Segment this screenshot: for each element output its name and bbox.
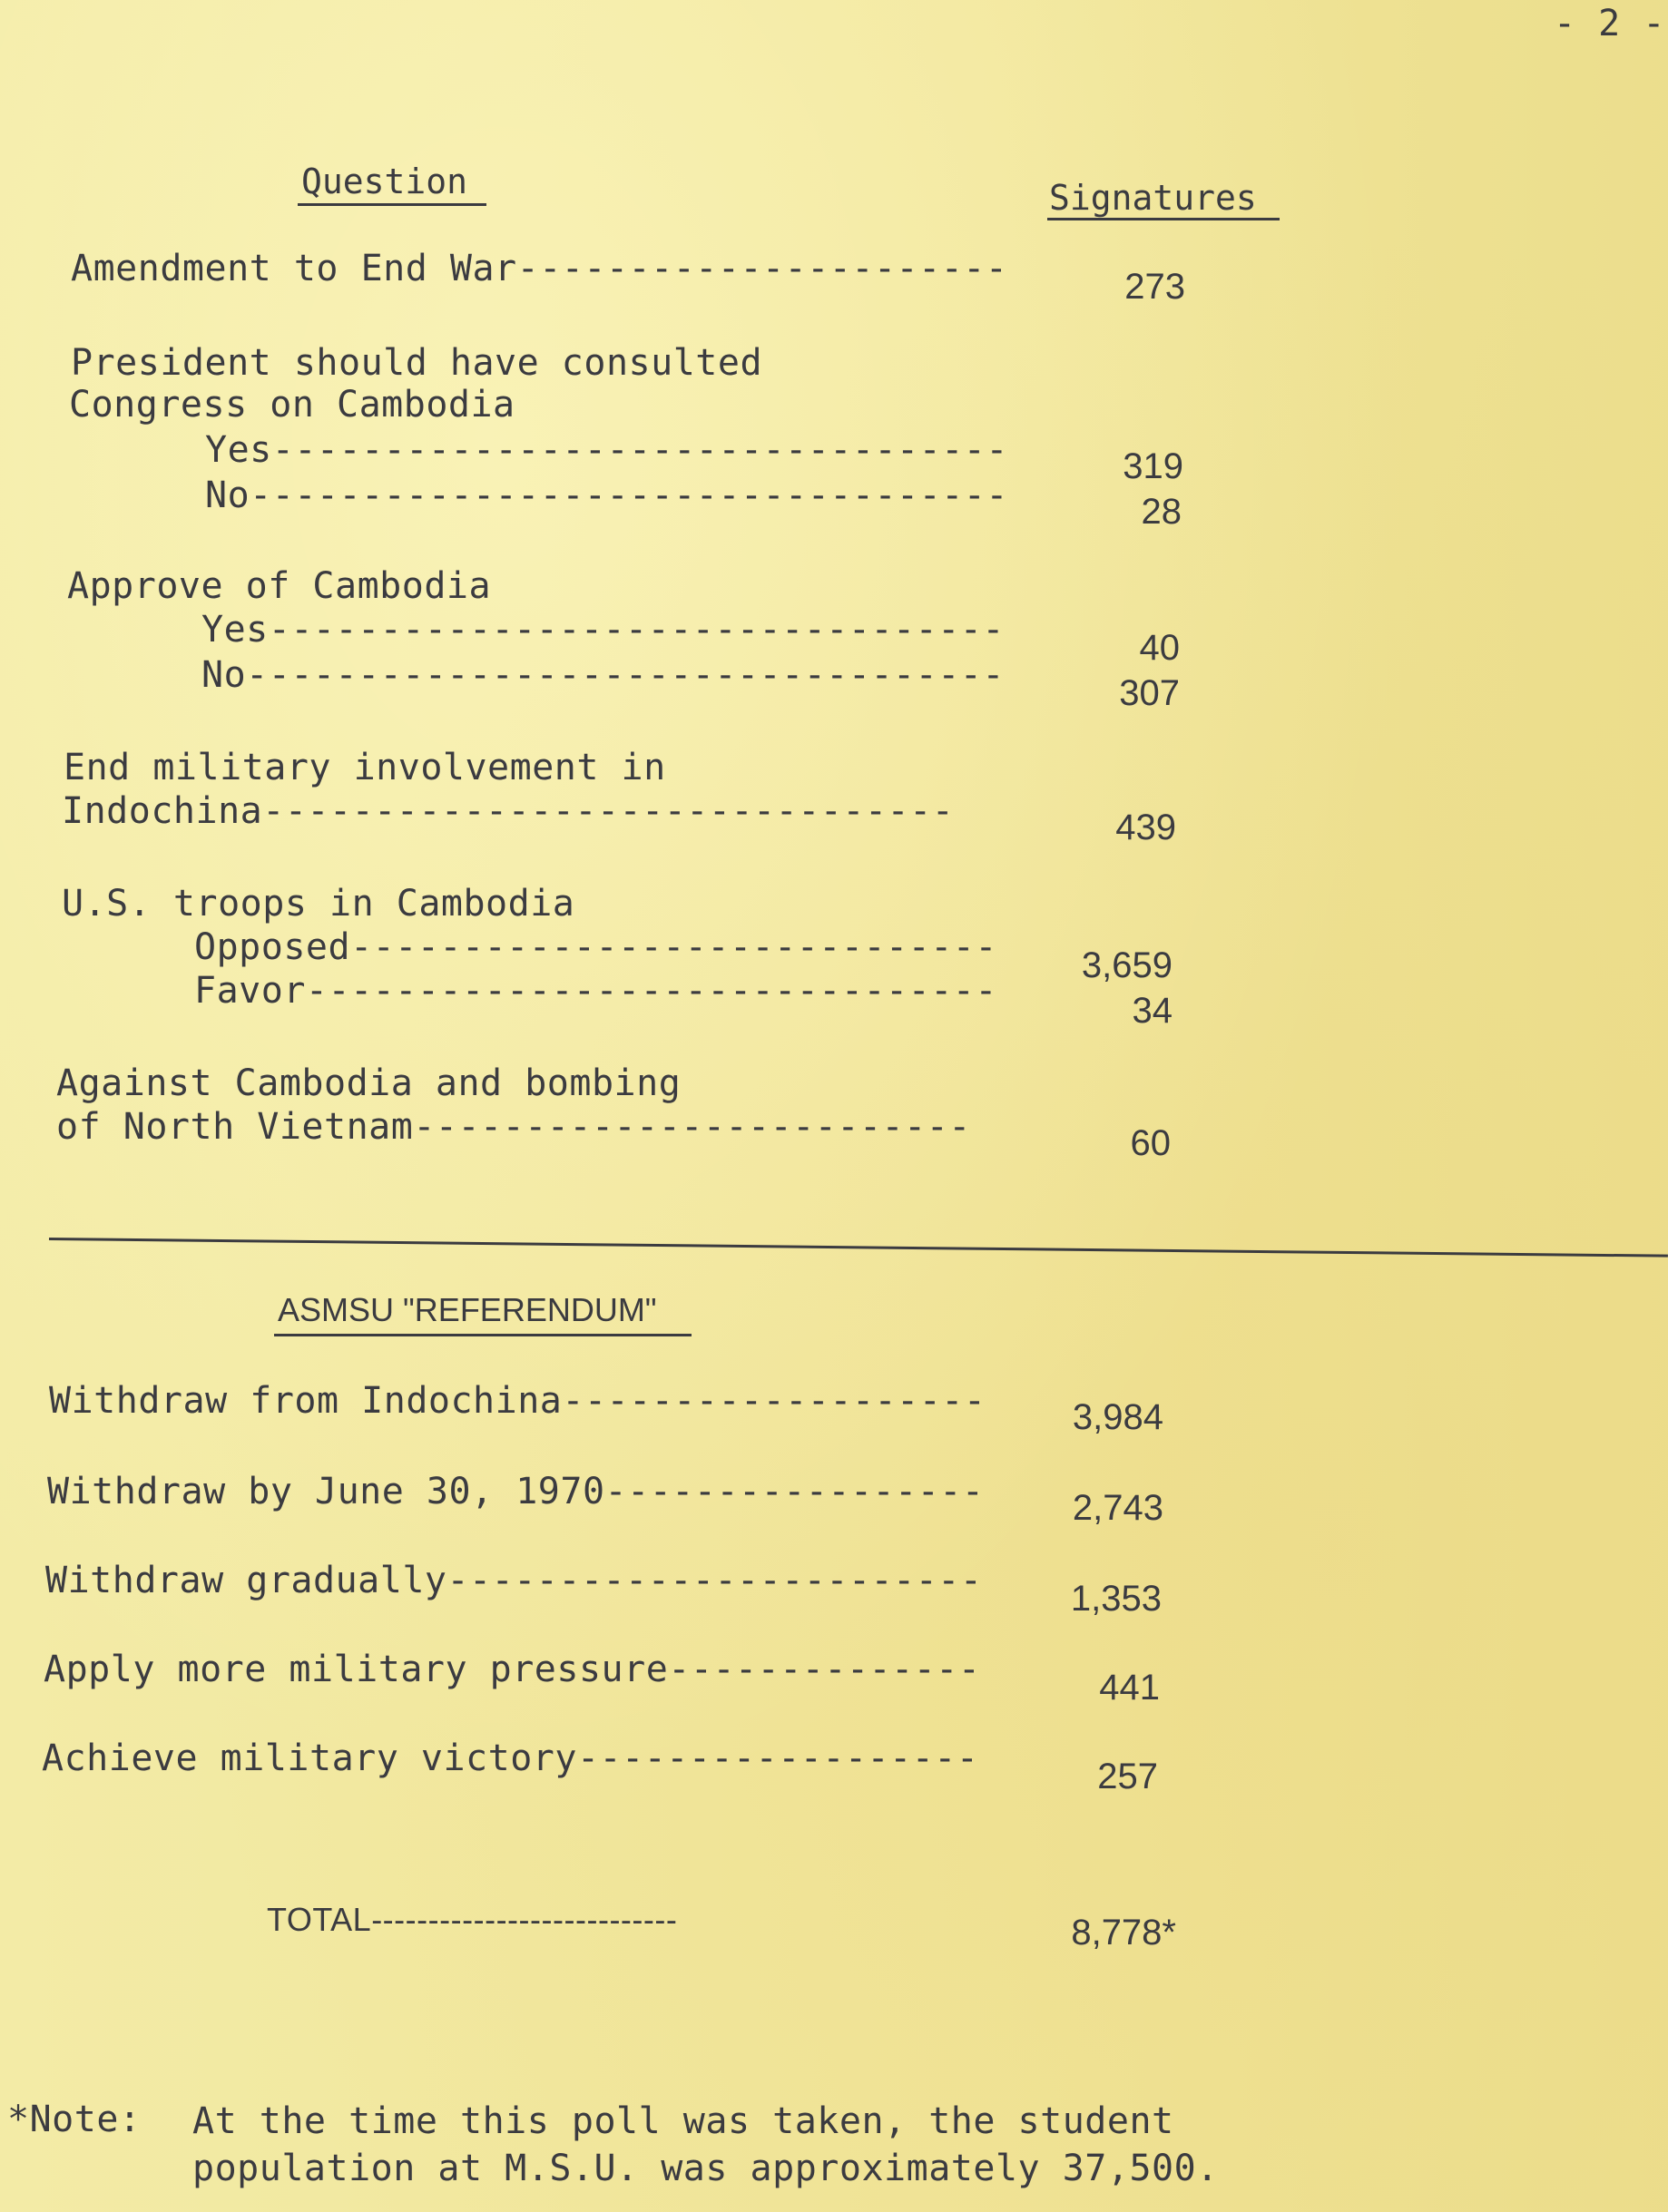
note-line: At the time this poll was taken, the student <box>192 2100 1174 2142</box>
poll-value: 3,659 <box>1081 945 1173 985</box>
referendum-item: Achieve military victory------------------ <box>42 1737 979 1779</box>
referendum-value: 257 <box>1097 1757 1158 1796</box>
poll-question: Against Cambodia and bombing <box>56 1062 682 1104</box>
poll-question: Approve of Cambodia <box>67 565 492 607</box>
poll-question: Yes--------------------------------- <box>205 429 1008 471</box>
poll-question: Yes--------------------------------- <box>201 609 1005 651</box>
poll-value: 40 <box>1139 628 1180 668</box>
poll-question: President should have consulted <box>71 342 763 384</box>
poll-value: 60 <box>1130 1123 1171 1163</box>
referendum-title: ASMSU "REFERENDUM" <box>278 1291 657 1328</box>
page-number: - 2 - <box>1554 3 1665 44</box>
poll-question: No---------------------------------- <box>205 475 1008 516</box>
poll-value: 319 <box>1123 446 1183 486</box>
poll-value: 28 <box>1141 492 1182 532</box>
poll-question: Opposed----------------------------- <box>194 926 997 968</box>
referendum-item: Withdraw gradually------------------------ <box>45 1560 983 1601</box>
note-marker: *Note: <box>7 2099 142 2140</box>
note-line: population at M.S.U. was approximately 37,500. <box>192 2148 1219 2189</box>
referendum-value: 2,743 <box>1072 1488 1163 1528</box>
poll-value: 307 <box>1119 673 1180 713</box>
poll-question: of North Vietnam------------------------- <box>56 1106 971 1148</box>
poll-question: No---------------------------------- <box>201 654 1005 696</box>
poll-value: 273 <box>1124 267 1185 307</box>
referendum-value: 3,984 <box>1072 1397 1163 1437</box>
question-header-underline <box>298 203 486 206</box>
poll-question: End military involvement in <box>64 747 666 788</box>
referendum-title-underline <box>274 1334 692 1336</box>
question-header: Question <box>301 161 468 201</box>
referendum-item: Withdraw from Indochina------------------- <box>49 1380 986 1422</box>
poll-value: 439 <box>1115 807 1176 847</box>
poll-question: U.S. troops in Cambodia <box>62 883 575 925</box>
poll-question: Indochina------------------------------- <box>62 790 955 832</box>
total-label: TOTAL--------------------------- <box>267 1901 678 1938</box>
poll-question: Congress on Cambodia <box>69 384 515 426</box>
poll-value: 34 <box>1132 991 1173 1031</box>
poll-question: Amendment to End War---------------------- <box>71 248 1008 289</box>
referendum-item: Apply more military pressure-------------- <box>44 1649 981 1690</box>
referendum-item: Withdraw by June 30, 1970----------------- <box>47 1471 985 1512</box>
referendum-value: 441 <box>1099 1668 1160 1708</box>
signatures-header: Signatures <box>1049 178 1257 218</box>
poll-question: Favor------------------------------- <box>194 970 997 1012</box>
total-value: 8,778* <box>1071 1913 1176 1953</box>
signatures-header-underline <box>1047 218 1280 220</box>
section-divider <box>49 1238 1668 1258</box>
referendum-value: 1,353 <box>1070 1579 1162 1619</box>
